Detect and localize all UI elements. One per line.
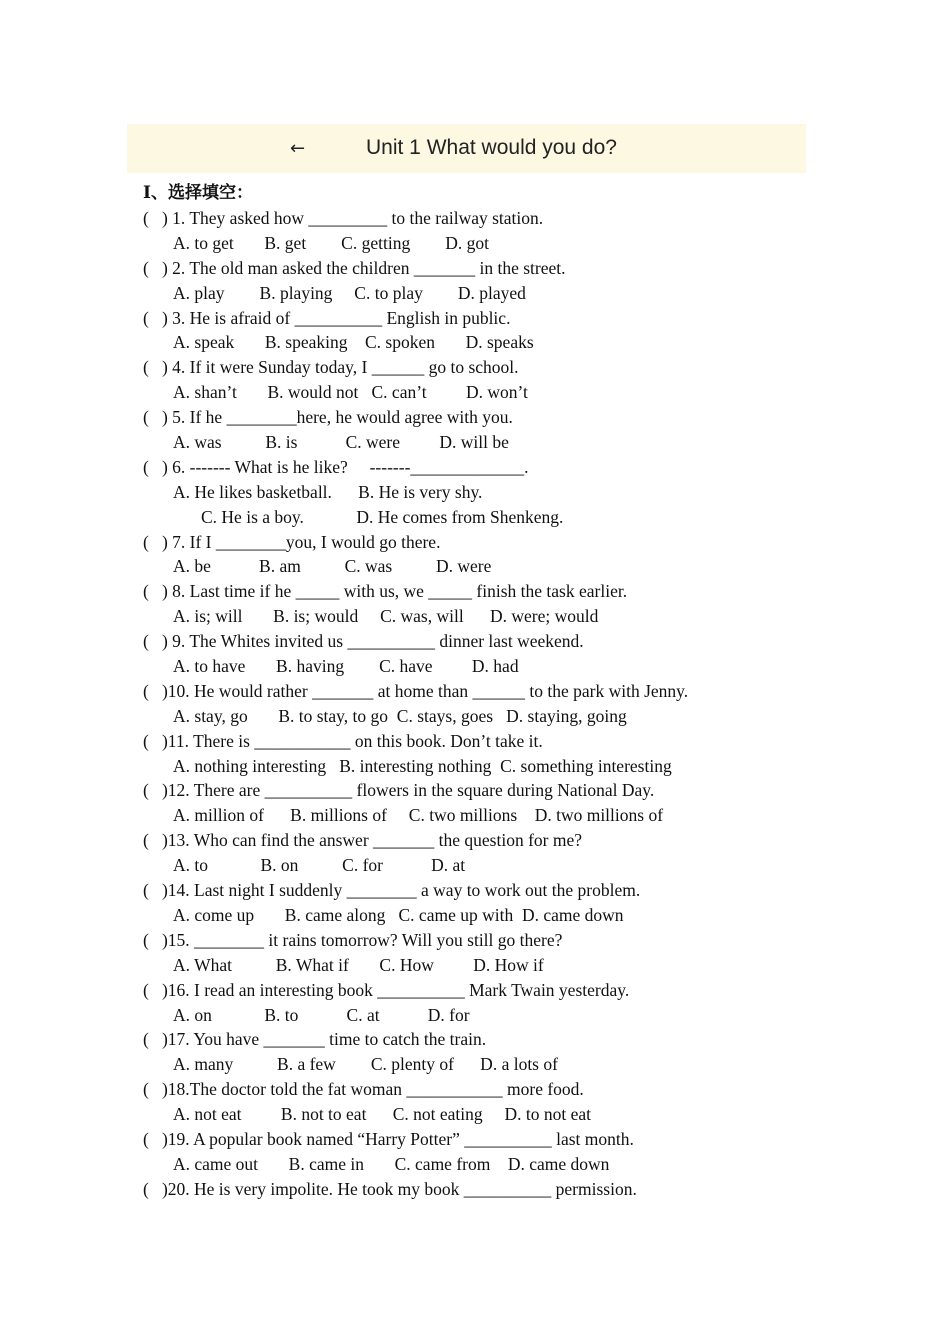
question-options: A. nothing interesting B. interesting nothing C. something interesting (173, 755, 672, 776)
question-options: A. to have B. having C. have D. had (173, 656, 519, 677)
question-stem: ( ) 1. They asked how _________ to the railway station. (143, 208, 544, 228)
question-stem: ( )16. I read an interesting book __________ Mark Twain yesterday. (143, 979, 630, 1000)
section-title: I、选择填空： (143, 183, 253, 203)
question-stem: ( ) 2. The old man asked the children _______ in the street. (143, 257, 566, 278)
question-stem: ( )14. Last night I suddenly ________ a way to work out the problem. (143, 880, 641, 901)
question-stem: ( ) 9. The Whites invited us __________ dinner last weekend. (143, 631, 584, 652)
question-options: A. million of B. millions of C. two millions D. two millions of (173, 805, 664, 826)
question-options: A. be B. am C. was D. were (173, 556, 492, 577)
question-stem: ( )20. He is very impolite. He took my book __________ permission. (143, 1178, 637, 1199)
question-options: A. is; will B. is; would C. was, will D. were; would (173, 606, 599, 627)
question-stem: ( )18.The doctor told the fat woman ___________ more food. (143, 1079, 584, 1100)
question-stem: ( )13. Who can find the answer _______ the question for me? (143, 830, 583, 851)
question-options: A. play B. playing C. to play D. played (173, 282, 526, 303)
question-options: A. came out B. came in C. came from D. came down (173, 1153, 610, 1174)
question-stem: ( ) 8. Last time if he _____ with us, we _____ finish the task earlier. (143, 581, 628, 602)
back-arrow-icon[interactable]: ← (290, 138, 306, 159)
question-stem: ( )10. He would rather _______ at home than ______ to the park with Jenny. (143, 680, 689, 701)
question-options: A. shan’t B. would not C. can’t D. won’t (173, 382, 528, 403)
question-options: A. What B. What if C. How D. How if (173, 954, 544, 975)
page-header (127, 124, 806, 173)
exercise-body (143, 181, 823, 1202)
question-options: A. many B. a few C. plenty of D. a lots of (173, 1054, 558, 1075)
question-stem: ( )12. There are __________ flowers in the square during National Day. (143, 780, 655, 801)
question-stem: ( )11. There is ___________ on this book. Don’t take it. (143, 730, 543, 751)
question-stem: ( ) 5. If he ________here, he would agree with you. (143, 407, 513, 428)
question-options: A. stay, go B. to stay, to go C. stays, goes D. staying, going (173, 705, 627, 726)
question-stem: ( ) 7. If I ________you, I would go there. (143, 531, 441, 552)
question-options: C. He is a boy. D. He comes from Shenkeng. (201, 506, 564, 527)
question-options: A. not eat B. not to eat C. not eating D. to not eat (173, 1104, 591, 1125)
question-stem: ( ) 3. He is afraid of __________ English in public. (143, 307, 511, 328)
question-options: A. speak B. speaking C. spoken D. speaks (173, 332, 534, 353)
question-stem: ( ) 4. If it were Sunday today, I ______ go to school. (143, 357, 519, 378)
question-options: A. to B. on C. for D. at (173, 855, 466, 876)
question-stem: ( )15. ________ it rains tomorrow? Will you still go there? (143, 929, 563, 950)
question-options: A. to get B. get C. getting D. got (173, 232, 489, 253)
page-title: Unit 1 What would you do? (366, 136, 617, 159)
question-stem: ( )19. A popular book named “Harry Potter” __________ last month. (143, 1128, 634, 1149)
question-options: A. He likes basketball. B. He is very shy. (173, 481, 483, 502)
question-stem: ( ) 6. ------- What is he like? -------_____________. (143, 456, 529, 477)
question-stem: ( )17. You have _______ time to catch the train. (143, 1029, 487, 1050)
question-options: A. was B. is C. were D. will be (173, 432, 509, 453)
question-options: A. come up B. came along C. came up with D. came down (173, 904, 624, 925)
question-options: A. on B. to C. at D. for (173, 1004, 470, 1025)
